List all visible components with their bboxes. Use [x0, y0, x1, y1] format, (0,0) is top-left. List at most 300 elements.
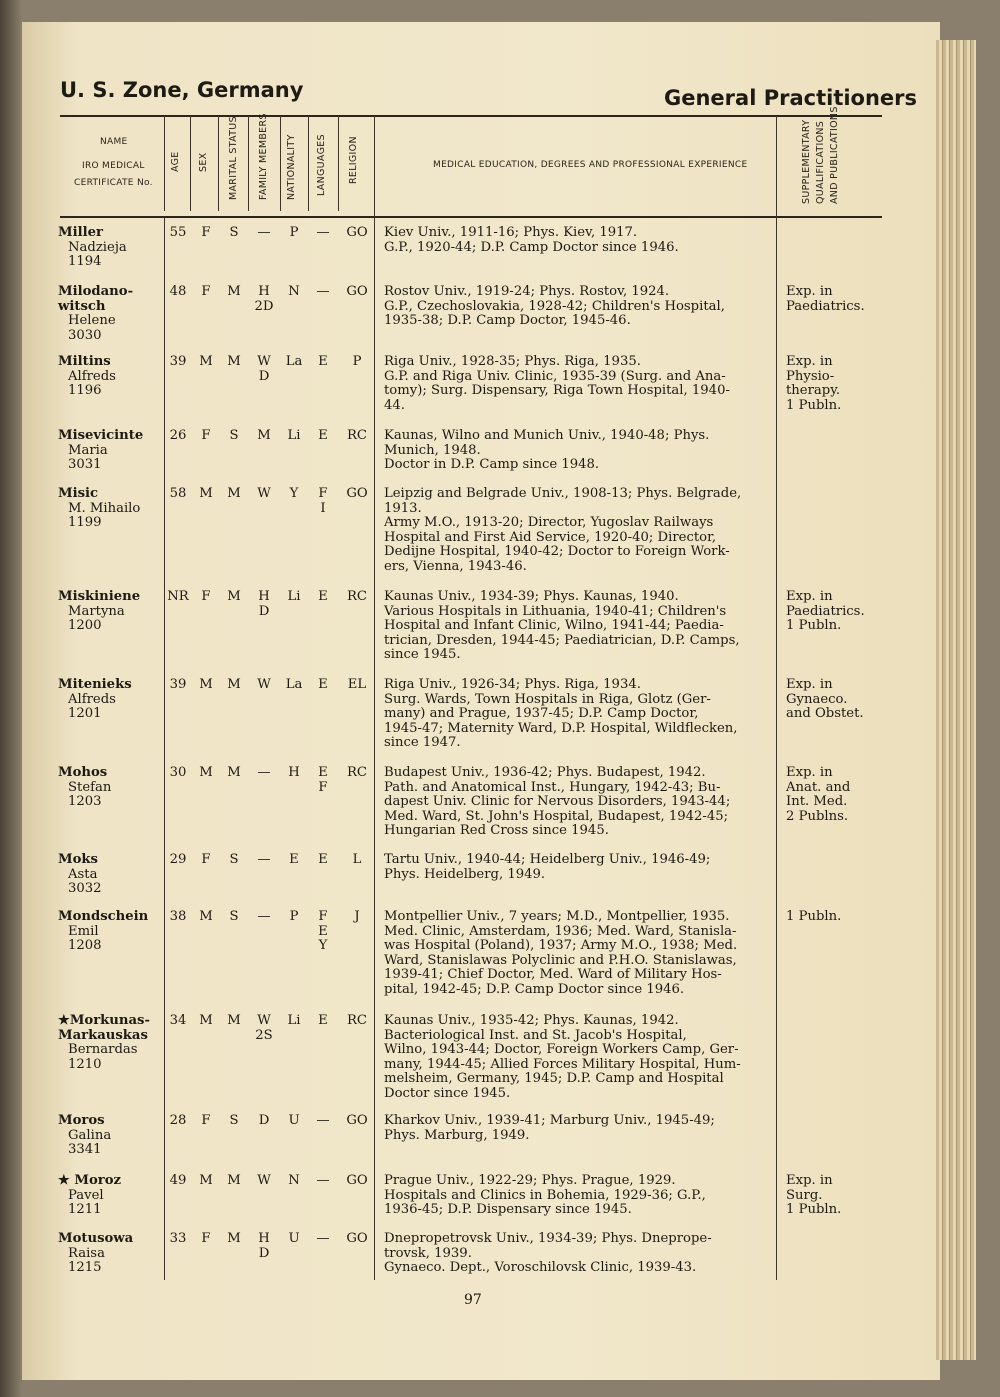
- nationality-cell: Li: [287, 1013, 301, 1028]
- family-value: 2S: [255, 1027, 273, 1043]
- family-cell: [248, 853, 280, 868]
- education-cell: [384, 1114, 770, 1143]
- education-line: Rostov Univ., 1919-24; Phys. Rostov, 1924.: [384, 284, 670, 299]
- page-number: 97: [464, 1292, 482, 1308]
- given-name: Nadzieja: [68, 239, 127, 255]
- religion-cell: RC: [346, 589, 368, 604]
- education-line: Kaunas, Wilno and Munich Univ., 1940-48; Phys.: [384, 428, 710, 443]
- education-line: Various Hospitals in Lithuania, 1940-41; Children's: [384, 603, 727, 619]
- sex-cell: F: [201, 852, 211, 867]
- family-cell: [248, 226, 280, 241]
- certificate-number: 1196: [68, 383, 102, 399]
- certificate-number: 3341: [68, 1142, 102, 1158]
- nationality-cell: Li: [287, 589, 301, 604]
- given-name: Emil: [68, 923, 99, 939]
- age-cell: 38: [169, 909, 187, 924]
- nationality-cell: La: [285, 677, 303, 692]
- supplementary-line: Exp. in: [786, 765, 833, 780]
- given-name: Galina: [68, 1127, 112, 1143]
- religion-cell: P: [352, 354, 362, 369]
- supplementary-cell: [786, 285, 886, 314]
- language-value: I: [320, 500, 326, 516]
- table-header-bottom-rule: [60, 216, 882, 218]
- education-line: Wilno, 1943-44; Doctor, Foreign Workers Camp, Ger-: [384, 1042, 739, 1058]
- age-cell: 26: [169, 428, 187, 443]
- language-value: —: [316, 1113, 330, 1128]
- nationality-cell: N: [288, 1173, 300, 1188]
- age-cell: 58: [169, 486, 187, 501]
- nationality-cell: P: [289, 225, 299, 240]
- supplementary-cell: [786, 1174, 886, 1218]
- education-line: Bacteriological Inst. and St. Jacob's Hospital,: [384, 1027, 687, 1043]
- surname: Mondschein: [58, 909, 149, 924]
- education-line: G.P. and Riga Univ. Clinic, 1935-39 (Surg. and Ana-: [384, 368, 726, 384]
- education-cell: [384, 766, 770, 839]
- education-line: 1945-47; Maternity Ward, D.P. Hospital, Wildflecken,: [384, 720, 738, 736]
- education-line: G.P., 1920-44; D.P. Camp Doctor since 1946.: [384, 239, 679, 255]
- religion-cell: EL: [347, 677, 367, 692]
- age-cell: 34: [169, 1013, 187, 1028]
- family-cell: [248, 1014, 280, 1043]
- surname: ★ Moroz: [58, 1173, 122, 1188]
- languages-cell: [308, 678, 338, 693]
- surname: Mohos: [58, 765, 108, 780]
- family-value: M: [257, 428, 271, 443]
- religion-cell: GO: [346, 1173, 368, 1188]
- col-cert-label: CERTIFICATE No.: [74, 178, 153, 188]
- language-value: F: [318, 909, 328, 924]
- marital-cell: M: [227, 1231, 241, 1246]
- col-divider: [190, 116, 191, 211]
- marital-cell: S: [229, 909, 239, 924]
- given-name: Bernardas: [68, 1042, 138, 1058]
- age-cell: NR: [167, 589, 189, 604]
- certificate-number: 1199: [68, 515, 102, 531]
- sex-cell: F: [201, 1113, 211, 1128]
- surname: Miller: [58, 225, 103, 240]
- supplementary-line: Exp. in: [786, 1173, 833, 1188]
- nationality-cell: H: [288, 765, 300, 780]
- marital-cell: S: [229, 852, 239, 867]
- nationality-cell: U: [288, 1231, 300, 1246]
- supplementary-line: Paediatrics.: [786, 298, 865, 314]
- education-cell: [384, 226, 770, 255]
- sex-cell: M: [199, 1173, 213, 1188]
- sex-cell: F: [201, 1231, 211, 1246]
- education-line: Hungarian Red Cross since 1945.: [384, 823, 609, 839]
- supplementary-cell: [786, 910, 886, 925]
- supplementary-cell: [786, 355, 886, 413]
- age-cell: 33: [169, 1231, 187, 1246]
- family-value: —: [257, 852, 271, 867]
- supplementary-line: 2 Publns.: [786, 808, 849, 824]
- certificate-number: 1211: [68, 1202, 102, 1218]
- religion-cell: GO: [346, 284, 368, 299]
- education-line: trovsk, 1939.: [384, 1245, 472, 1261]
- education-cell: [384, 1232, 770, 1276]
- education-cell: [384, 429, 770, 473]
- certificate-number: 3031: [68, 457, 102, 473]
- col-religion-label: RELIGION: [348, 136, 359, 184]
- language-value: F: [318, 779, 328, 795]
- age-cell: 49: [169, 1173, 187, 1188]
- col-age-label: AGE: [170, 151, 181, 172]
- education-line: Leipzig and Belgrade Univ., 1908-13; Phys. Belgrade,: [384, 486, 742, 501]
- surname: ★Morkunas-: [58, 1013, 150, 1028]
- col-divider: [164, 116, 165, 211]
- language-value: E: [318, 589, 328, 604]
- name-cell: [58, 853, 168, 897]
- nationality-cell: E: [289, 852, 299, 867]
- religion-cell: J: [354, 909, 360, 924]
- supplementary-line: 1 Publn.: [786, 1202, 842, 1218]
- education-line: many) and Prague, 1937-45; D.P. Camp Doctor,: [384, 706, 699, 722]
- sex-cell: F: [201, 428, 211, 443]
- age-cell: 30: [169, 765, 187, 780]
- family-cell: [248, 1114, 280, 1129]
- education-cell: [384, 590, 770, 663]
- name-cell: [58, 226, 168, 270]
- family-value: W: [257, 1013, 271, 1028]
- education-line: Montpellier Univ., 7 years; M.D., Montpellier, 1935.: [384, 909, 730, 924]
- supplementary-line: Physio-: [786, 368, 835, 384]
- name-cell: [58, 1174, 168, 1218]
- col-divider: [374, 116, 375, 1280]
- col-languages-label: LANGUAGES: [316, 134, 327, 196]
- given-name: Alfreds: [68, 368, 116, 384]
- education-cell: [384, 1174, 770, 1218]
- sex-cell: F: [201, 589, 211, 604]
- languages-cell: [308, 355, 338, 370]
- education-line: tomy); Surg. Dispensary, Riga Town Hospital, 1940-: [384, 383, 730, 399]
- marital-cell: M: [227, 765, 241, 780]
- religion-cell: L: [352, 852, 362, 867]
- name-cell: [58, 910, 168, 954]
- supplementary-line: Exp. in: [786, 677, 833, 692]
- supplementary-line: Gynaeco.: [786, 691, 848, 707]
- marital-cell: M: [227, 354, 241, 369]
- education-line: 44.: [384, 397, 405, 413]
- sex-cell: F: [201, 225, 211, 240]
- certificate-number: 1215: [68, 1260, 102, 1276]
- marital-cell: S: [229, 1113, 239, 1128]
- col-divider: [280, 116, 281, 211]
- religion-cell: RC: [346, 1013, 368, 1028]
- col-supp-label-2: QUALIFICATIONS: [815, 120, 826, 204]
- education-line: Path. and Anatomical Inst., Hungary, 1942-43; Bu-: [384, 779, 721, 795]
- education-line: 1936-45; D.P. Dispensary since 1945.: [384, 1202, 632, 1218]
- supplementary-line: Anat. and: [786, 779, 851, 795]
- certificate-number: 1203: [68, 794, 102, 810]
- name-cell: [58, 429, 168, 473]
- education-line: Kaunas Univ., 1934-39; Phys. Kaunas, 1940.: [384, 589, 679, 604]
- certificate-number: 1208: [68, 938, 102, 954]
- religion-cell: GO: [346, 225, 368, 240]
- marital-cell: S: [229, 428, 239, 443]
- languages-cell: [308, 910, 338, 954]
- sex-cell: F: [201, 284, 211, 299]
- education-line: Ward, Stanislawas Polyclinic and P.H.O. Stanislawas,: [384, 952, 737, 968]
- education-line: Budapest Univ., 1936-42; Phys. Budapest, 1942.: [384, 765, 706, 780]
- education-line: Hospital and Infant Clinic, Wilno, 1941-44; Paedia-: [384, 618, 724, 634]
- nationality-cell: P: [289, 909, 299, 924]
- education-line: Phys. Heidelberg, 1949.: [384, 866, 546, 882]
- education-line: Gynaeco. Dept., Voroschilovsk Clinic, 1939-43.: [384, 1260, 697, 1276]
- language-value: E: [318, 428, 328, 443]
- languages-cell: [308, 226, 338, 241]
- language-value: E: [318, 1013, 328, 1028]
- certificate-number: 1201: [68, 706, 102, 722]
- given-name: Helene: [68, 313, 116, 329]
- education-line: Surg. Wards, Town Hospitals in Riga, Glotz (Ger-: [384, 691, 711, 707]
- surname: Moks: [58, 852, 98, 867]
- marital-cell: M: [227, 1173, 241, 1188]
- nationality-cell: N: [288, 284, 300, 299]
- col-sex-label: SEX: [198, 152, 209, 172]
- religion-cell: GO: [346, 1113, 368, 1128]
- sex-cell: M: [199, 765, 213, 780]
- family-cell: [248, 285, 280, 314]
- surname: Moros: [58, 1113, 105, 1128]
- supplementary-line: Exp. in: [786, 354, 833, 369]
- family-cell: [248, 678, 280, 693]
- languages-cell: [308, 285, 338, 300]
- language-value: E: [318, 923, 328, 939]
- col-nationality-label: NATIONALITY: [286, 134, 297, 200]
- surname: Misic: [58, 486, 99, 501]
- surname: Milodano-: [58, 284, 134, 299]
- age-cell: 39: [169, 677, 187, 692]
- language-value: —: [316, 1173, 330, 1188]
- age-cell: 55: [169, 225, 187, 240]
- languages-cell: [308, 853, 338, 868]
- supplementary-line: Surg.: [786, 1187, 823, 1203]
- marital-cell: S: [229, 225, 239, 240]
- education-line: Riga Univ., 1926-34; Phys. Riga, 1934.: [384, 677, 641, 692]
- family-cell: [248, 429, 280, 444]
- language-value: E: [318, 354, 328, 369]
- given-name: Raisa: [68, 1245, 105, 1261]
- name-cell: [58, 1232, 168, 1276]
- col-marital-label: MARITAL STATUS: [228, 116, 239, 200]
- education-line: Dedijne Hospital, 1940-42; Doctor to Foreign Work-: [384, 544, 730, 560]
- surname: witsch: [58, 298, 106, 314]
- certificate-number: 3032: [68, 881, 102, 897]
- family-value: H: [258, 1231, 270, 1246]
- certificate-number: 1210: [68, 1056, 102, 1072]
- given-name: Martyna: [68, 603, 125, 619]
- supplementary-line: and Obstet.: [786, 706, 864, 722]
- supplementary-line: Exp. in: [786, 284, 833, 299]
- surname: Miskiniene: [58, 589, 141, 604]
- education-line: Munich, 1948.: [384, 442, 481, 458]
- supplementary-line: 1 Publn.: [786, 397, 842, 413]
- family-value: W: [257, 677, 271, 692]
- education-line: Phys. Marburg, 1949.: [384, 1127, 530, 1143]
- marital-cell: M: [227, 486, 241, 501]
- education-cell: [384, 1014, 770, 1102]
- sex-cell: M: [199, 909, 213, 924]
- languages-cell: [308, 1114, 338, 1129]
- family-cell: [248, 766, 280, 781]
- family-cell: [248, 1232, 280, 1261]
- name-cell: [58, 590, 168, 634]
- surname: Mitenieks: [58, 677, 132, 692]
- languages-cell: [308, 1014, 338, 1029]
- name-cell: [58, 285, 168, 343]
- col-education-label: MEDICAL EDUCATION, DEGREES AND PROFESSIONAL EXPERIENCE: [433, 160, 748, 170]
- language-value: E: [318, 677, 328, 692]
- education-line: dapest Univ. Clinic for Nervous Disorders, 1943-44;: [384, 794, 731, 810]
- family-value: W: [257, 354, 271, 369]
- languages-cell: [308, 1232, 338, 1247]
- education-line: was Hospital (Poland), 1937; Army M.O., 1938; Med.: [384, 938, 738, 954]
- education-line: 1935-38; D.P. Camp Doctor, 1945-46.: [384, 313, 631, 329]
- languages-cell: [308, 429, 338, 444]
- family-value: D: [258, 603, 270, 619]
- marital-cell: M: [227, 589, 241, 604]
- col-divider: [776, 116, 777, 1280]
- education-line: Hospitals and Clinics in Bohemia, 1929-36; G.P.,: [384, 1187, 706, 1203]
- marital-cell: M: [227, 677, 241, 692]
- language-value: F: [318, 486, 328, 501]
- supplementary-line: 1 Publn.: [786, 909, 842, 924]
- book-gutter: [0, 0, 22, 1397]
- education-line: Kaunas Univ., 1935-42; Phys. Kaunas, 1942.: [384, 1013, 679, 1028]
- family-cell: [248, 1174, 280, 1189]
- family-value: W: [257, 1173, 271, 1188]
- language-value: —: [316, 225, 330, 240]
- page-edges: [936, 40, 976, 1360]
- supplementary-line: Int. Med.: [786, 794, 848, 810]
- supplementary-line: 1 Publn.: [786, 618, 842, 634]
- surname: Motusowa: [58, 1231, 134, 1246]
- name-cell: [58, 766, 168, 810]
- languages-cell: [308, 590, 338, 605]
- nationality-cell: Y: [289, 486, 299, 501]
- education-line: trician, Dresden, 1944-45; Paediatrician, D.P. Camps,: [384, 632, 740, 648]
- running-header-right: General Practitioners: [664, 86, 918, 110]
- given-name: Alfreds: [68, 691, 116, 707]
- supplementary-line: therapy.: [786, 383, 841, 399]
- language-value: E: [318, 852, 328, 867]
- col-family-label: FAMILY MEMBERS: [258, 113, 269, 200]
- education-line: many, 1944-45; Allied Forces Military Hospital, Hum-: [384, 1056, 741, 1072]
- certificate-number: 1194: [68, 254, 102, 270]
- marital-cell: M: [227, 284, 241, 299]
- family-value: 2D: [254, 298, 274, 314]
- education-line: Doctor since 1945.: [384, 1085, 511, 1101]
- col-name-label: NAME: [100, 137, 128, 147]
- nationality-cell: Li: [287, 428, 301, 443]
- family-value: D: [258, 1113, 270, 1128]
- family-cell: [248, 487, 280, 502]
- family-cell: [248, 910, 280, 925]
- col-supp-label-1: SUPPLEMENTARY: [801, 119, 812, 204]
- given-name: Pavel: [68, 1187, 104, 1203]
- education-line: Kiev Univ., 1911-16; Phys. Kiev, 1917.: [384, 225, 638, 240]
- given-name: Maria: [68, 442, 108, 458]
- language-value: Y: [318, 938, 328, 954]
- nationality-cell: U: [288, 1113, 300, 1128]
- supplementary-cell: [786, 766, 886, 824]
- col-supp-label-3: AND PUBLICATIONS: [829, 106, 840, 204]
- name-cell: [58, 1014, 168, 1072]
- languages-cell: [308, 487, 338, 516]
- given-name: Stefan: [68, 779, 112, 795]
- education-line: Hospital and First Aid Service, 1920-40; Director,: [384, 529, 717, 545]
- given-name: Asta: [68, 866, 98, 882]
- given-name: M. Mihailo: [68, 500, 141, 516]
- family-cell: [248, 590, 280, 619]
- surname: Miltins: [58, 354, 111, 369]
- supplementary-line: Paediatrics.: [786, 603, 865, 619]
- supplementary-cell: [786, 590, 886, 634]
- language-value: —: [316, 1231, 330, 1246]
- languages-cell: [308, 1174, 338, 1189]
- family-value: H: [258, 589, 270, 604]
- name-cell: [58, 1114, 168, 1158]
- religion-cell: GO: [346, 1231, 368, 1246]
- nationality-cell: La: [285, 354, 303, 369]
- family-cell: [248, 355, 280, 384]
- surname: Markauskas: [58, 1027, 148, 1043]
- sex-cell: M: [199, 486, 213, 501]
- education-line: pital, 1942-45; D.P. Camp Doctor since 1946.: [384, 981, 685, 997]
- education-line: G.P., Czechoslovakia, 1928-42; Children's Hospital,: [384, 298, 725, 314]
- religion-cell: RC: [346, 765, 368, 780]
- education-line: Doctor in D.P. Camp since 1948.: [384, 457, 600, 473]
- education-cell: [384, 355, 770, 413]
- education-line: Tartu Univ., 1940-44; Heidelberg Univ., 1946-49;: [384, 852, 711, 867]
- surname: Misevicinte: [58, 428, 144, 443]
- col-divider: [248, 116, 249, 211]
- family-value: W: [257, 486, 271, 501]
- age-cell: 29: [169, 852, 187, 867]
- education-line: 1939-41; Chief Doctor, Med. Ward of Military Hos-: [384, 967, 722, 983]
- education-line: Riga Univ., 1928-35; Phys. Riga, 1935.: [384, 354, 641, 369]
- age-cell: 28: [169, 1113, 187, 1128]
- age-cell: 39: [169, 354, 187, 369]
- education-line: Dnepropetrovsk Univ., 1934-39; Phys. Dneprope-: [384, 1231, 712, 1246]
- education-cell: [384, 910, 770, 998]
- religion-cell: GO: [346, 486, 368, 501]
- education-line: Med. Ward, St. John's Hospital, Budapest, 1942-45;: [384, 808, 729, 824]
- name-cell: [58, 487, 168, 531]
- education-cell: [384, 487, 770, 575]
- education-line: ers, Vienna, 1943-46.: [384, 558, 527, 574]
- education-cell: [384, 853, 770, 882]
- education-cell: [384, 678, 770, 751]
- education-cell: [384, 285, 770, 329]
- education-line: Army M.O., 1913-20; Director, Yugoslav Railways: [384, 515, 714, 531]
- family-value: H: [258, 284, 270, 299]
- education-line: Kharkov Univ., 1939-41; Marburg Univ., 1945-49;: [384, 1113, 715, 1128]
- running-header-left: U. S. Zone, Germany: [60, 78, 304, 102]
- religion-cell: RC: [346, 428, 368, 443]
- education-line: 1913.: [384, 500, 422, 516]
- name-cell: [58, 678, 168, 722]
- family-value: —: [257, 765, 271, 780]
- col-divider: [308, 116, 309, 211]
- table-top-rule: [60, 115, 882, 117]
- marital-cell: M: [227, 1013, 241, 1028]
- col-divider: [338, 116, 339, 211]
- sex-cell: M: [199, 1013, 213, 1028]
- sex-cell: M: [199, 354, 213, 369]
- language-value: —: [316, 284, 330, 299]
- education-line: since 1945.: [384, 647, 461, 663]
